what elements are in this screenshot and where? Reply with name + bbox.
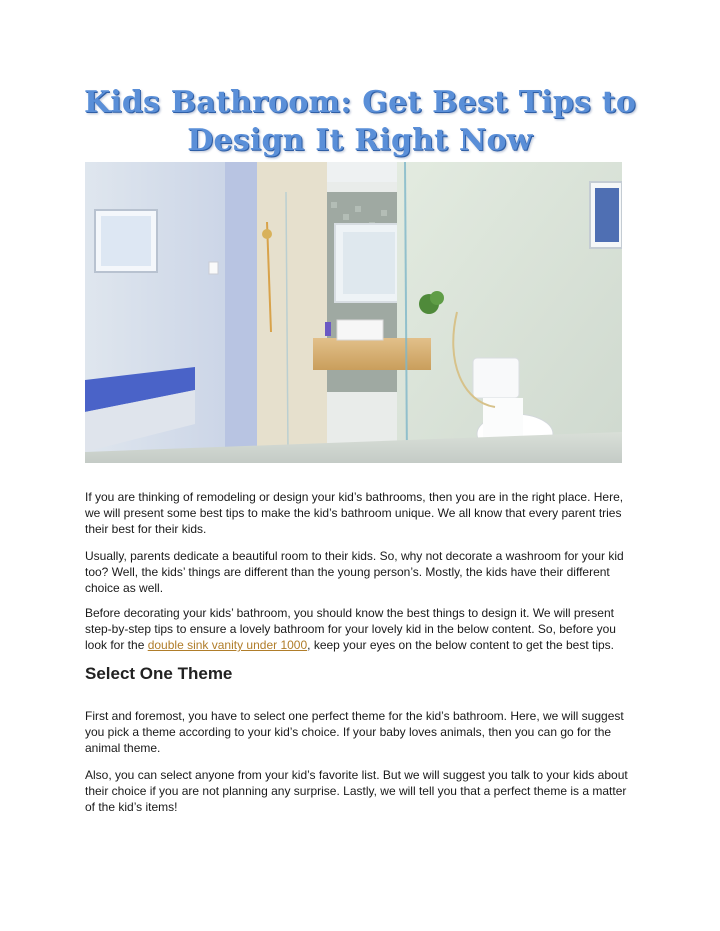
- title-line-1: Kids Bathroom: Get Best Tips to: [83, 85, 637, 120]
- p3-text-before: Before decorating your kids’ bathroom, you should know the best things to design it. We will present step-by-step tips to ensure a lovely bathroom for your lovely kid in the below content. So, before you look for the: [85, 606, 616, 652]
- double-sink-vanity-link[interactable]: double sink vanity under 1000: [147, 638, 308, 652]
- title-line-2: Design It Right Now: [187, 123, 533, 158]
- paragraph-intro: If you are thinking of remodeling or design your kid’s bathrooms, then you are in the right place. Here, we will present some best tips to make the kid’s bathroom unique. We all know that every parent tries their best for their kids.: [85, 490, 624, 536]
- paragraph-dedicate: Usually, parents dedicate a beautiful room to their kids. So, why not decorate a washroom for your kid too? Well, the kids’ things are different than the young person’s. Mostly, the kids have their different choice as well.: [85, 549, 624, 595]
- article-title: [0, 84, 720, 160]
- p3-text-after: , keep your eyes on the below content to get the best tips.: [307, 638, 615, 652]
- paragraph-favorite-list: Also, you can select anyone from your kid’s favorite list. But we will suggest you talk to your kids about their choice if you are not planning any surprise. Lastly, we will tell you that a perfect theme is a matter of the kid’s items!: [85, 768, 628, 814]
- section-heading-select-theme: Select One Theme: [85, 664, 233, 683]
- paragraph-before-decorating: [85, 605, 635, 653]
- bathroom-photo: [85, 162, 622, 463]
- paragraph-first-and-foremost: First and foremost, you have to select one perfect theme for the kid’s bathroom. Here, we will suggest you pick a theme according to your kid’s choice. If your baby loves animals, then you can go for the animal theme.: [85, 709, 624, 755]
